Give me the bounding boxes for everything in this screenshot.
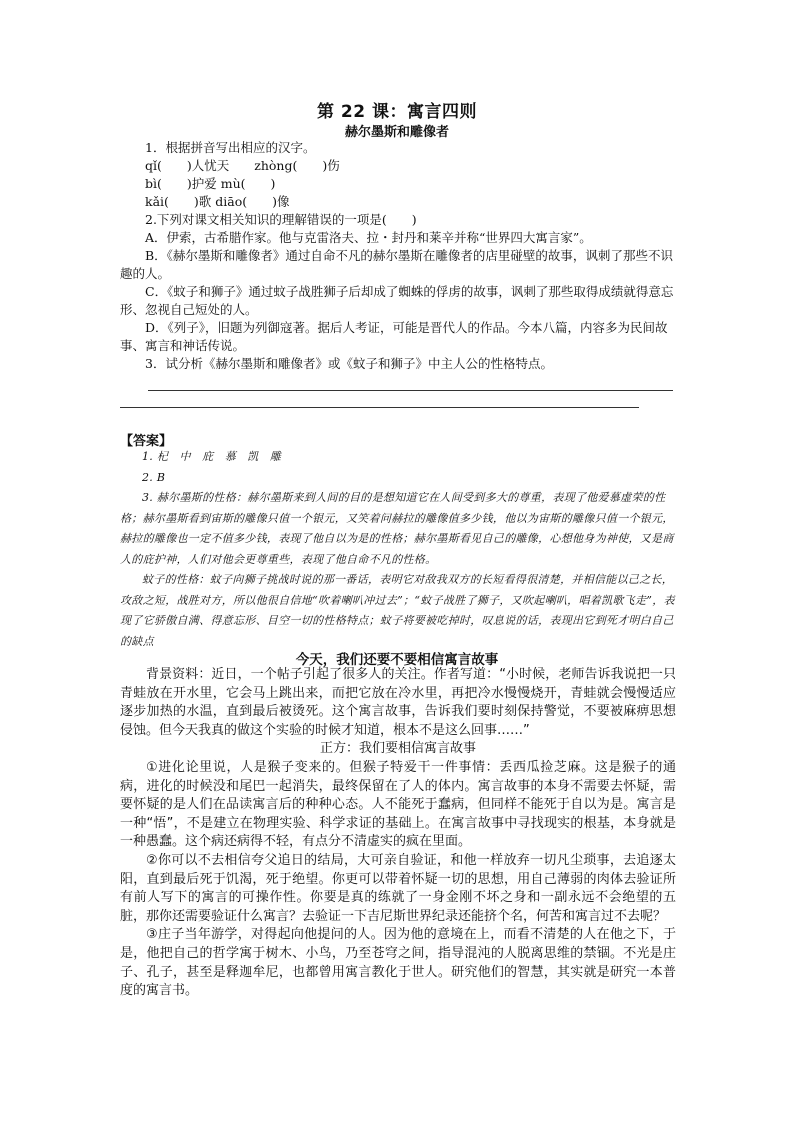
exercise-section [120,139,676,373]
essay-body [120,666,676,1001]
answer-3-part-1: 3. 赫尔墨斯的性格：赫尔墨斯来到人间的目的是想知道它在人间受到多大的尊重，表现了他爱慕虚荣的性格；赫尔墨斯看到宙斯的雕像只值一个银元，又笑着问赫拉的雕像值多少钱，他以为宙斯的雕像只值一个银元，赫拉的雕像也一定不值多少钱，表现了他自以为是的性格；赫尔墨斯看见自己的雕像，心想他身为神使，又是商人的庇护神，人们对他会更尊重些，表现了他自命不凡的性格。 [120,491,674,566]
question-1-line: bì( )护爱 mù( ) [145,176,276,191]
answer-1: 1. 杞 中 庇 慕 凯 雕 [142,450,282,463]
answer-heading: 【答案】 [120,434,173,449]
question-2-stem: 2.下列对课文相关知识的理解错误的一项是( ) [145,212,417,227]
answer-2: 2. B [142,470,166,484]
question-1-stem: 1．根据拼音写出相应的汉字。 [145,140,316,155]
essay-paragraph: ①进化论里说，人是猴子变来的。但猴子特爱干一件事情：丢西瓜捡芝麻。这是猴子的通病，进化的时候没和尾巴一起消失，最终保留在了人的体内。寓言故事的本身不需要去怀疑，需要怀疑的是人们在品读寓言后的种种心态。人不能死于蠢病，但同样不能死于自以为是。寓言是一种“悟”，不是建立在物理实验、科学求证的基础上。在寓言故事中寻找现实的根基，本身就是一种愚蠢。这个病还病得不轻，有点分不清虚实的疯在里面。 [120,759,676,850]
essay-heading: 今天，我们还要不要相信寓言故事 [295,652,499,668]
answer-section [120,447,676,652]
argument-side-label: 正方：我们要相信寓言故事 [319,741,476,757]
lesson-subtitle: 赫尔墨斯和雕像者 [344,125,449,140]
question-1-line: qǐ( )人忧天 zhòng( )伤 [145,158,340,173]
question-3-stem: 3．试分析《赫尔墨斯和雕像者》或《蚊子和狮子》中主人公的性格特点。 [145,356,553,371]
question-2-option-c: C．《蚊子和狮子》通过蚊子战胜狮子后却成了蜘蛛的俘虏的故事，讽刺了那些取得成绩就得意忘形、忽视自己短处的人。 [120,284,674,317]
question-2-option-d: D．《列子》，旧题为列御寇著。据后人考证，可能是晋代人的作品。今本八篇，内容多为民间故事、寓言和神话传说。 [120,320,668,353]
answer-3-part-2: 蚊子的性格：蚊子向狮子挑战时说的那一番话，表明它对敌我双方的长短看得很清楚，并相信能以己之长，攻敌之短，战胜对方，所以他很自信地“吹着喇叭冲过去”；“蚊子战胜了狮子，又吹起喇叭，唱着凯歌飞走”，表现了它骄傲自满、得意忘形、目空一切的性格特点；蚊子将要被吃掉时，叹息说的话，表现出它到死才明白自己的缺点 [120,573,675,648]
essay-paragraph: ②你可以不去相信夸父追日的结局，大可亲自验证，和他一样放弃一切凡尘琐事，去追逐太阳，直到最后死于饥渴，死于绝望。你更可以带着怀疑一切的思想，用自己薄弱的肉体去验证所有前人写下的寓言的可操作性。你要是真的练就了一身金刚不坏之身和一副永远不会绝望的五脏，那你还需要验证什么寓言？去验证一下吉尼斯世界纪录还能挤个名，何苦和寓言过不去呢？ [120,852,676,924]
background-paragraph: 背景资料：近日，一个帖子引起了很多人的关注。作者写道：“小时候，老师告诉我说把一只青蛙放在开水里，它会马上跳出来，而把它放在冷水里，再把冷水慢慢烧开，青蛙就会慢慢适应逐步加热的水温，直到最后被烫死。这个寓言故事，告诉我们要时刻保持警觉，不要被麻痹思想侵蚀。但今天我真的做这个实验的时候才知道，根本不是这么回事……” [120,667,676,738]
answer-line [120,407,639,408]
answer-line [148,390,673,391]
question-1-line: kǎi( )歌 diāo( )像 [145,194,290,209]
essay-paragraph: ③庄子当年游学，对得起向他提问的人。因为他的意境在上，而看不清楚的人在他之下，于是，他把自己的哲学寓于树木、小鸟，乃至苍穹之间，指导混沌的人脱离思维的禁锢。不光是庄子、孔子，甚至是释迦牟尼，也都曾用寓言教化于世人。研究他们的智慧，其实就是研究一本普度的寓言书。 [120,927,676,999]
question-2-option-a: A．伊索，古希腊作家。他与克雷洛夫、拉・封丹和莱辛并称“世界四大寓言家”。 [145,230,592,245]
question-2-option-b: B．《赫尔墨斯和雕像者》通过自命不凡的赫尔墨斯在雕像者的店里碰壁的故事，讽刺了那些不识趣的人。 [120,248,673,281]
page-title: 第 22 课：寓言四则 [317,102,477,122]
